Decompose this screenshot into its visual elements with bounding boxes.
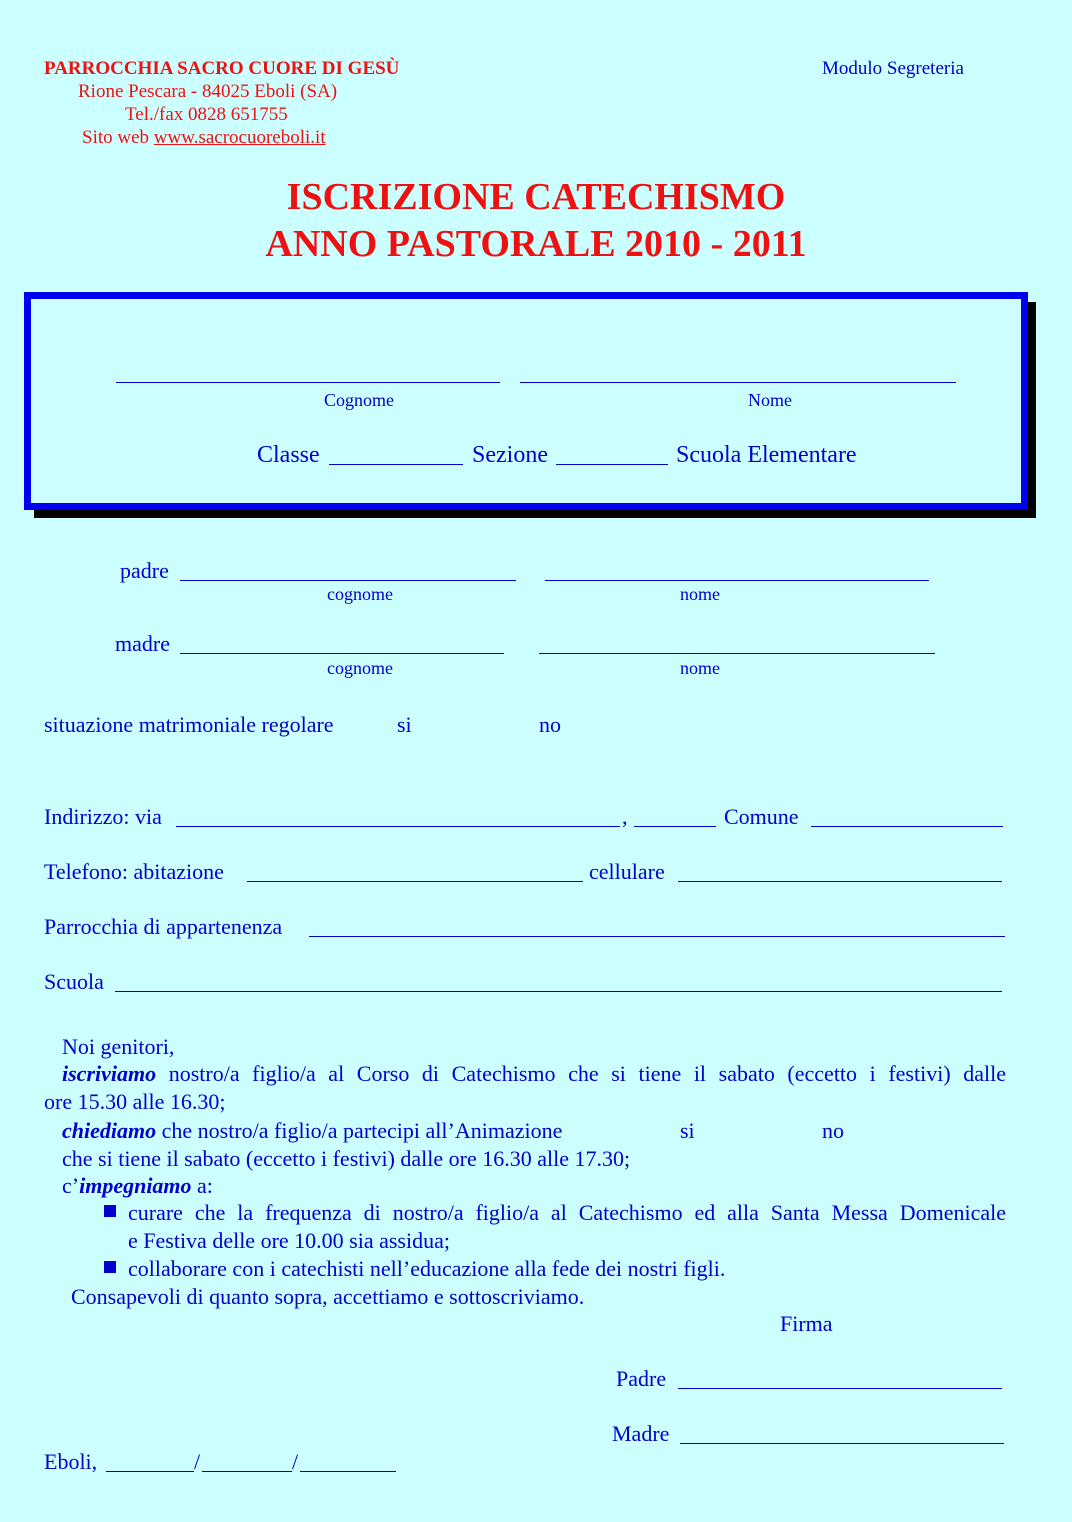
commit-prefix: c’ <box>62 1173 80 1198</box>
commitment-1-cont: e Festiva delle ore 10.00 sia assidua; <box>128 1228 450 1253</box>
mother-surname-label: cognome <box>327 658 393 678</box>
mobile-field[interactable] <box>678 881 1002 882</box>
address-number-field[interactable] <box>634 826 716 827</box>
website-link[interactable]: www.sacrocuoreboli.it <box>153 127 326 148</box>
animation-no-option[interactable]: no <box>822 1118 844 1143</box>
commit-suffix: a: <box>197 1173 213 1198</box>
website-label: Sito web <box>82 127 150 148</box>
school-label: Scuola <box>44 969 104 994</box>
child-surname-field[interactable] <box>116 382 500 383</box>
father-name-label: nome <box>680 584 720 604</box>
father-surname-label: cognome <box>327 584 393 604</box>
declaration-intro: Noi genitori, <box>62 1034 175 1059</box>
mother-surname-field[interactable] <box>180 653 504 654</box>
parish-membership-field[interactable] <box>309 936 1005 937</box>
commitment-2: collaborare con i catechisti nell’educazione alla fede dei nostri figli. <box>128 1256 726 1281</box>
bullet-square-icon <box>104 1261 116 1273</box>
parish-membership-label: Parrocchia di appartenenza <box>44 914 283 939</box>
phone-home-field[interactable] <box>247 881 583 882</box>
address-comma: , <box>622 804 628 829</box>
address-label: Indirizzo: via <box>44 804 162 829</box>
commit-verb: impegniamo <box>79 1173 192 1198</box>
place-label: Eboli, <box>44 1449 98 1474</box>
class-label: Classe <box>257 442 320 468</box>
commit-line <box>62 1173 213 1199</box>
mother-signature-label: Madre <box>612 1421 670 1446</box>
date-day-field[interactable] <box>106 1471 194 1472</box>
child-info-box <box>24 292 1028 510</box>
commitment-1: curare che la frequenza di nostro/a figlio/a al Catechismo ed alla Santa Messa Domenicale <box>128 1200 1006 1225</box>
child-name-label: Nome <box>748 390 792 410</box>
ask-text: che nostro/a figlio/a partecipi all’Animazione <box>161 1118 563 1143</box>
parish-name: PARROCCHIA SACRO CUORE DI GESÙ <box>44 58 400 79</box>
parish-address: Rione Pescara - 84025 Eboli (SA) <box>78 81 338 102</box>
father-surname-field[interactable] <box>180 580 516 581</box>
enroll-continuation: ore 15.30 alle 16.30; <box>44 1089 226 1114</box>
signature-label: Firma <box>780 1311 833 1336</box>
child-surname-label: Cognome <box>324 390 394 410</box>
father-signature-field[interactable] <box>678 1388 1002 1389</box>
phone-home-label: Telefono: abitazione <box>44 859 224 884</box>
section-label: Sezione <box>472 442 548 468</box>
date-year-field[interactable] <box>300 1471 396 1472</box>
ask-continuation: che si tiene il sabato (eccetto i festivi) dalle ore 16.30 alle 17.30; <box>62 1146 631 1171</box>
mobile-label: cellulare <box>589 859 665 884</box>
bullet-square-icon <box>104 1205 116 1217</box>
school-type-label: Scuola Elementare <box>676 442 857 468</box>
address-street-field[interactable] <box>176 826 620 827</box>
mother-name-field[interactable] <box>539 653 935 654</box>
page-subtitle: ANNO PASTORALE 2010 - 2011 <box>265 223 807 265</box>
mother-name-label: nome <box>680 658 720 678</box>
school-field[interactable] <box>115 991 1002 992</box>
father-name-field[interactable] <box>545 580 929 581</box>
ask-verb: chiediamo <box>62 1118 157 1143</box>
ask-line <box>62 1118 562 1144</box>
enroll-text: nostro/a figlio/a al Corso di Catechismo che si tiene il sabato (eccetto i festivi) dalle <box>168 1061 1006 1086</box>
marital-yes-option[interactable]: si <box>397 712 412 737</box>
father-signature-label: Padre <box>616 1366 667 1391</box>
father-label: padre <box>120 558 169 583</box>
comune-label: Comune <box>724 804 799 829</box>
module-label: Modulo Segreteria <box>822 58 964 79</box>
child-name-field[interactable] <box>520 382 956 383</box>
enroll-verb: iscriviamo <box>62 1061 157 1086</box>
parish-phone: Tel./fax 0828 651755 <box>125 104 288 125</box>
comune-field[interactable] <box>811 826 1003 827</box>
marital-no-option[interactable]: no <box>539 712 561 737</box>
marital-status-label: situazione matrimoniale regolare <box>44 712 334 737</box>
mother-label: madre <box>115 631 170 656</box>
page-title: ISCRIZIONE CATECHISMO <box>286 176 786 218</box>
date-separator: / <box>292 1449 299 1474</box>
closing-statement: Consapevoli di quanto sopra, accettiamo e sottoscriviamo. <box>71 1284 585 1309</box>
date-month-field[interactable] <box>202 1471 292 1472</box>
section-field[interactable] <box>556 464 668 465</box>
animation-yes-option[interactable]: si <box>680 1118 695 1143</box>
date-separator: / <box>194 1449 201 1474</box>
mother-signature-field[interactable] <box>680 1443 1004 1444</box>
class-field[interactable] <box>329 464 463 465</box>
parish-website <box>82 127 326 149</box>
enroll-line <box>62 1061 1006 1087</box>
